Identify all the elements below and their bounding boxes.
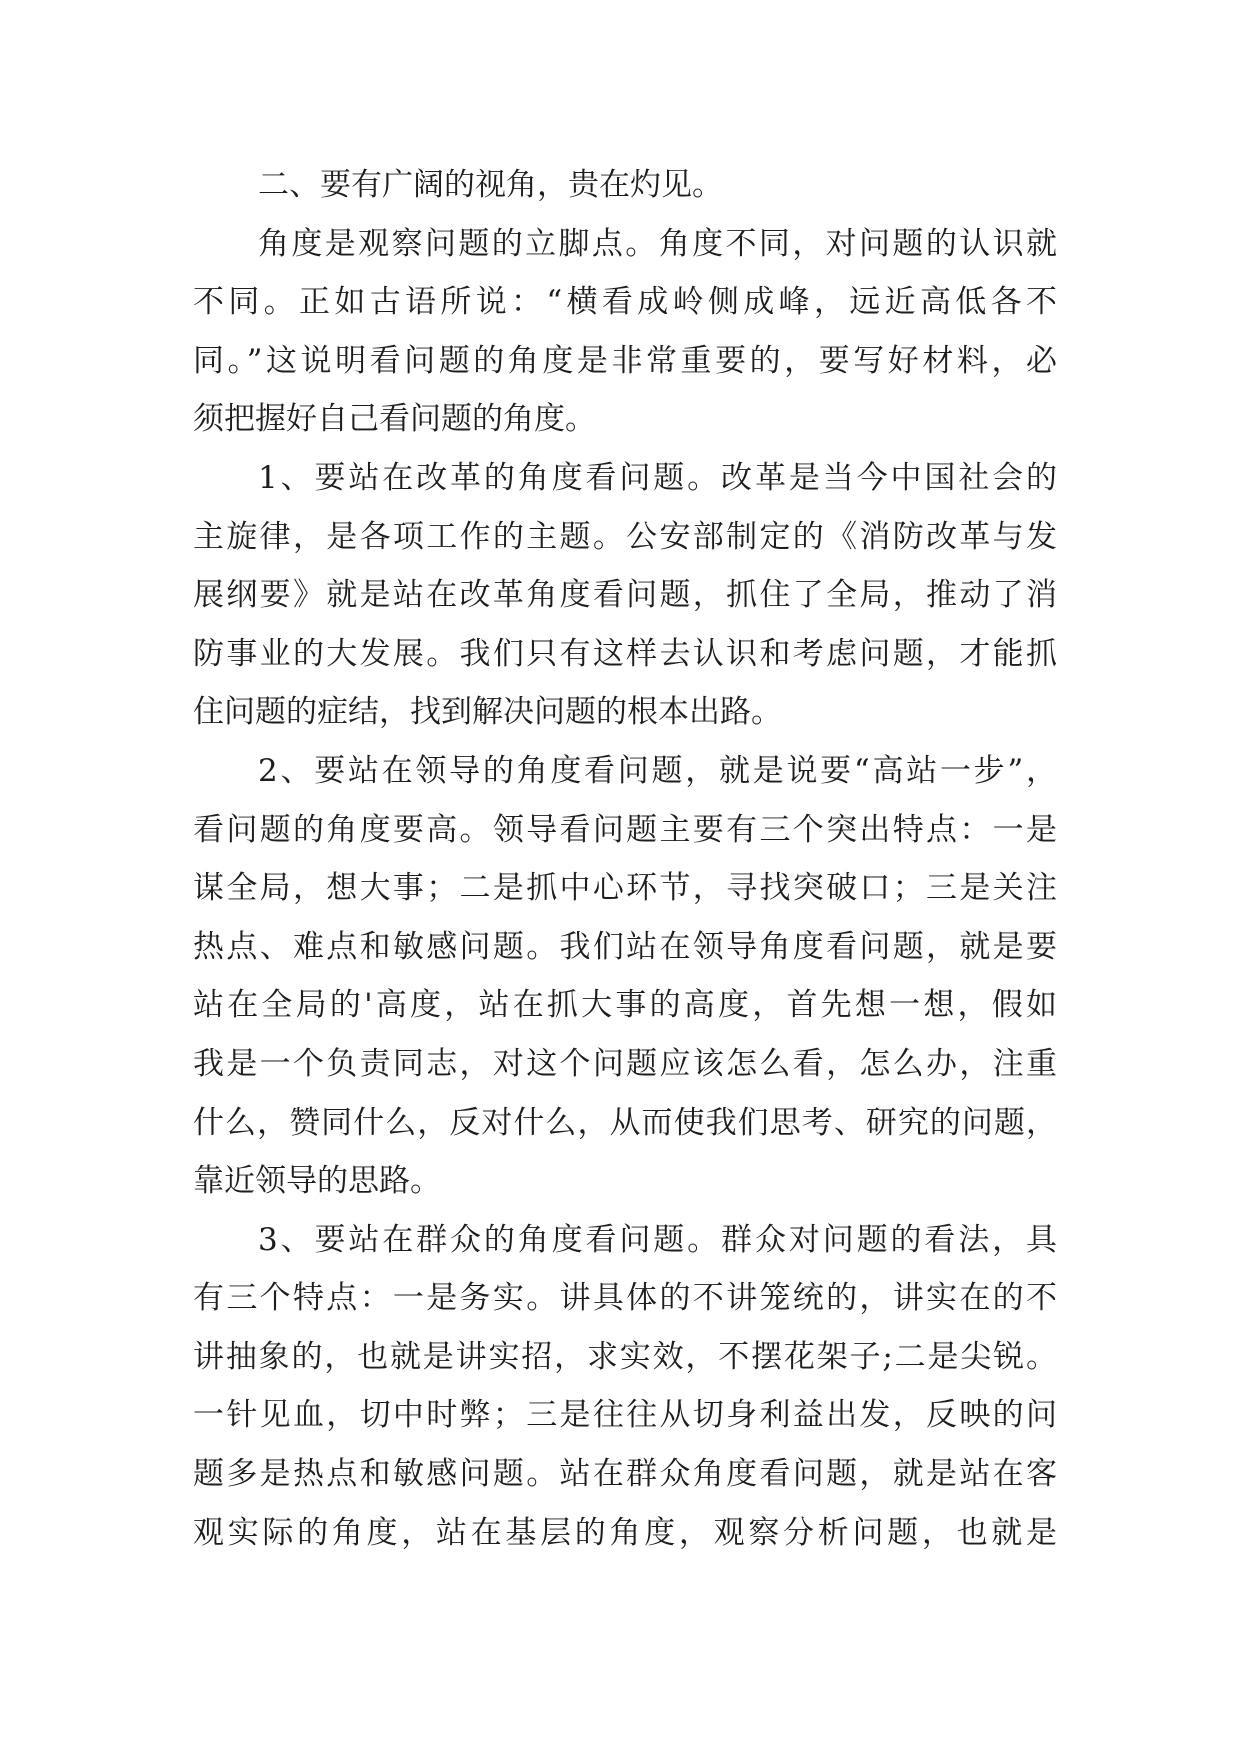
paragraph-line: 同。”这说明看问题的角度是非常重要的，要写好材料，必 [193,342,1057,379]
paragraph-line: 站在全局的'高度，站在抓大事的高度，首先想一想，假如 [193,987,1057,1024]
paragraph-line: 靠近领导的思路。 [193,1163,441,1200]
paragraph-line: 不同。正如古语所说：“横看成岭侧成峰，远近高低各不 [193,284,1057,321]
paragraph-line: 我是一个负责同志，对这个问题应该怎么看，怎么办，注重 [193,1045,1057,1082]
paragraph-line: 2、要站在领导的角度看问题，就是说要“高站一步”， [258,752,1057,789]
paragraph-reform-perspective [193,449,1057,742]
paragraph-public-perspective [193,1211,1057,1563]
paragraph-line: 主旋律，是各项工作的主题。公安部制定的《消防改革与发 [193,518,1057,555]
paragraph-line: 3、要站在群众的角度看问题。群众对问题的看法，具 [258,1221,1057,1258]
document-body [193,156,1057,1562]
paragraph-perspective-intro [193,215,1057,449]
paragraph-line: 住问题的症结，找到解决问题的根本出路。 [193,694,782,731]
paragraph-line: 题多是热点和敏感问题。站在群众角度看问题，就是站在客 [193,1456,1057,1493]
paragraph-line: 看问题的角度要高。领导看问题主要有三个突出特点：一是 [193,811,1057,848]
paragraph-line: 谋全局，想大事；二是抓中心环节，寻找突破口；三是关注 [193,870,1057,907]
paragraph-line: 一针见血，切中时弊；三是往往从切身利益出发，反映的问 [193,1397,1057,1434]
paragraph-line: 有三个特点：一是务实。讲具体的不讲笼统的，讲实在的不 [193,1280,1057,1317]
section-heading [193,156,1057,215]
paragraph-line: 角度是观察问题的立脚点。角度不同，对问题的认识就 [258,225,1057,262]
paragraph-line: 讲抽象的，也就是讲实招，求实效，不摆花架子;二是尖锐。 [193,1338,1057,1375]
paragraph-line: 须把握好自己看问题的角度。 [193,401,596,438]
paragraph-line: 防事业的大发展。我们只有这样去认识和考虑问题，才能抓 [193,635,1057,672]
paragraph-leadership-perspective [193,742,1057,1211]
paragraph-line: 观实际的角度，站在基层的角度，观察分析问题，也就是 [193,1514,1057,1551]
paragraph-line: 1、要站在改革的角度看问题。改革是当今中国社会的 [258,459,1057,496]
paragraph-line: 展纲要》就是站在改革角度看问题，抓住了全局，推动了消 [193,577,1057,614]
paragraph-line: 热点、难点和敏感问题。我们站在领导角度看问题，就是要 [193,928,1057,965]
section-heading-text: 二、要有广阔的视角，贵在灼见。 [258,167,723,203]
paragraph-line: 什么，赞同什么，反对什么，从而使我们思考、研究的问题， [193,1104,1057,1141]
